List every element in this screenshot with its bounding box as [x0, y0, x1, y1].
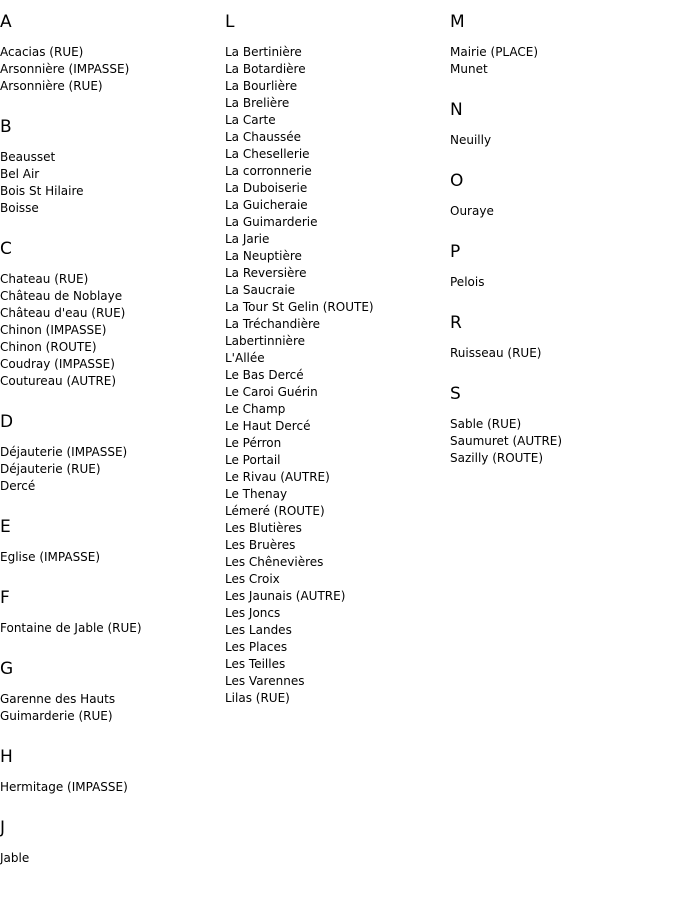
street-item: Les Blutières [225, 521, 302, 535]
letter-heading: F [0, 588, 10, 608]
street-list [225, 44, 450, 707]
street-item: Guimarderie (RUE) [0, 709, 113, 723]
letter-group-b [0, 115, 225, 217]
street-item: Beausset [0, 150, 56, 164]
letter-heading: N [450, 100, 463, 120]
street-item: La Bourlière [225, 79, 298, 93]
street-item: La Chaussée [225, 130, 302, 144]
letter-heading: J [0, 818, 6, 838]
letter-group-c [0, 237, 225, 390]
street-item: Les Varennes [225, 674, 305, 688]
street-item: Les Chênevières [225, 555, 324, 569]
street-item: Le Pérron [225, 436, 282, 450]
street-item: Lémeré (ROUTE) [225, 504, 325, 518]
street-item: La Brelière [225, 96, 290, 110]
street-item: Neuilly [450, 133, 492, 147]
street-item: Munet [450, 62, 488, 76]
street-item: Labertinnière [225, 334, 305, 348]
street-item: Sazilly (ROUTE) [450, 451, 544, 465]
street-item: Boisse [0, 201, 39, 215]
letter-group-p [450, 240, 675, 291]
street-item: Château d'eau (RUE) [0, 306, 126, 320]
street-item: Le Thenay [225, 487, 288, 501]
street-item: Ruisseau (RUE) [450, 346, 542, 360]
letter-group-s [450, 382, 675, 467]
street-item: Les Bruères [225, 538, 296, 552]
street-item: Arsonnière (IMPASSE) [0, 62, 130, 76]
street-item: Lilas (RUE) [225, 691, 290, 705]
letter-heading: B [0, 117, 12, 137]
letter-heading: S [450, 384, 461, 404]
street-item: Chinon (IMPASSE) [0, 323, 107, 337]
street-item: Coudray (IMPASSE) [0, 357, 115, 371]
street-item: La Neuptière [225, 249, 302, 263]
street-item: Bel Air [0, 167, 40, 181]
street-list [450, 345, 675, 362]
street-item: Pelois [450, 275, 485, 289]
index-column-3 [450, 10, 675, 487]
letter-heading: O [450, 171, 464, 191]
street-list [450, 44, 675, 78]
letter-group-f [0, 586, 225, 637]
street-item: Les Landes [225, 623, 292, 637]
street-item: Coutureau (AUTRE) [0, 374, 117, 388]
letter-group-j [0, 816, 225, 867]
street-item: Les Joncs [225, 606, 281, 620]
street-item: Le Haut Dercé [225, 419, 311, 433]
street-item: La Botardière [225, 62, 306, 76]
letter-group-l [225, 10, 450, 707]
letter-heading: H [0, 747, 13, 767]
street-item: Mairie (PLACE) [450, 45, 539, 59]
street-item: La Guicheraie [225, 198, 308, 212]
street-item: Le Rivau (AUTRE) [225, 470, 330, 484]
street-item: Dercé [0, 479, 36, 493]
street-item: Les Jaunais (AUTRE) [225, 589, 346, 603]
street-item: La corronnerie [225, 164, 312, 178]
street-item: La Carte [225, 113, 276, 127]
letter-group-m [450, 10, 675, 78]
street-item: Acacias (RUE) [0, 45, 84, 59]
street-item: Déjauterie (RUE) [0, 462, 101, 476]
street-list [0, 850, 225, 867]
street-list [0, 779, 225, 796]
letter-group-n [450, 98, 675, 149]
street-item: La Guimarderie [225, 215, 318, 229]
street-item: Le Caroi Guérin [225, 385, 318, 399]
letter-group-a [0, 10, 225, 95]
street-item: Ouraye [450, 204, 494, 218]
street-item: Les Places [225, 640, 288, 654]
street-item: Eglise (IMPASSE) [0, 550, 101, 564]
letter-group-r [450, 311, 675, 362]
street-list [450, 274, 675, 291]
street-item: Sable (RUE) [450, 417, 522, 431]
street-item: Le Portail [225, 453, 281, 467]
street-list [0, 44, 225, 95]
letter-heading: P [450, 242, 461, 262]
street-item: La Duboiserie [225, 181, 308, 195]
street-item: Arsonnière (RUE) [0, 79, 103, 93]
street-item: Les Croix [225, 572, 280, 586]
street-item: La Jarie [225, 232, 270, 246]
street-list [450, 416, 675, 467]
index-column-2 [225, 10, 450, 727]
letter-group-g [0, 657, 225, 725]
street-list [450, 203, 675, 220]
street-list [450, 132, 675, 149]
letter-heading: G [0, 659, 14, 679]
street-item: L'Allée [225, 351, 265, 365]
street-item: Saumuret (AUTRE) [450, 434, 563, 448]
street-item: Déjauterie (IMPASSE) [0, 445, 128, 459]
street-list [0, 691, 225, 725]
street-list [0, 549, 225, 566]
letter-group-o [450, 169, 675, 220]
letter-group-h [0, 745, 225, 796]
letter-heading: R [450, 313, 462, 333]
street-item: Chateau (RUE) [0, 272, 89, 286]
letter-heading: M [450, 12, 465, 32]
street-item: La Chesellerie [225, 147, 310, 161]
street-list [0, 149, 225, 217]
street-list [0, 444, 225, 495]
street-item: La Bertinière [225, 45, 302, 59]
street-item: La Reversière [225, 266, 307, 280]
letter-heading: A [0, 12, 12, 32]
street-item: La Tréchandière [225, 317, 321, 331]
street-item: Le Champ [225, 402, 286, 416]
street-item: La Saucraie [225, 283, 296, 297]
street-item: Chinon (ROUTE) [0, 340, 97, 354]
street-item: Jable [0, 851, 30, 865]
letter-heading: D [0, 412, 14, 432]
letter-group-e [0, 515, 225, 566]
street-item: Bois St Hilaire [0, 184, 84, 198]
letter-heading: E [0, 517, 11, 537]
index-column-1 [0, 10, 225, 887]
letter-heading: L [225, 12, 235, 32]
street-item: Château de Noblaye [0, 289, 123, 303]
letter-heading: C [0, 239, 12, 259]
street-item: Les Teilles [225, 657, 286, 671]
letter-group-d [0, 410, 225, 495]
street-item: Hermitage (IMPASSE) [0, 780, 128, 794]
street-item: Garenne des Hauts [0, 692, 116, 706]
street-item: Fontaine de Jable (RUE) [0, 621, 142, 635]
street-list [0, 620, 225, 637]
street-item: Le Bas Dercé [225, 368, 304, 382]
street-list [0, 271, 225, 390]
street-item: La Tour St Gelin (ROUTE) [225, 300, 374, 314]
